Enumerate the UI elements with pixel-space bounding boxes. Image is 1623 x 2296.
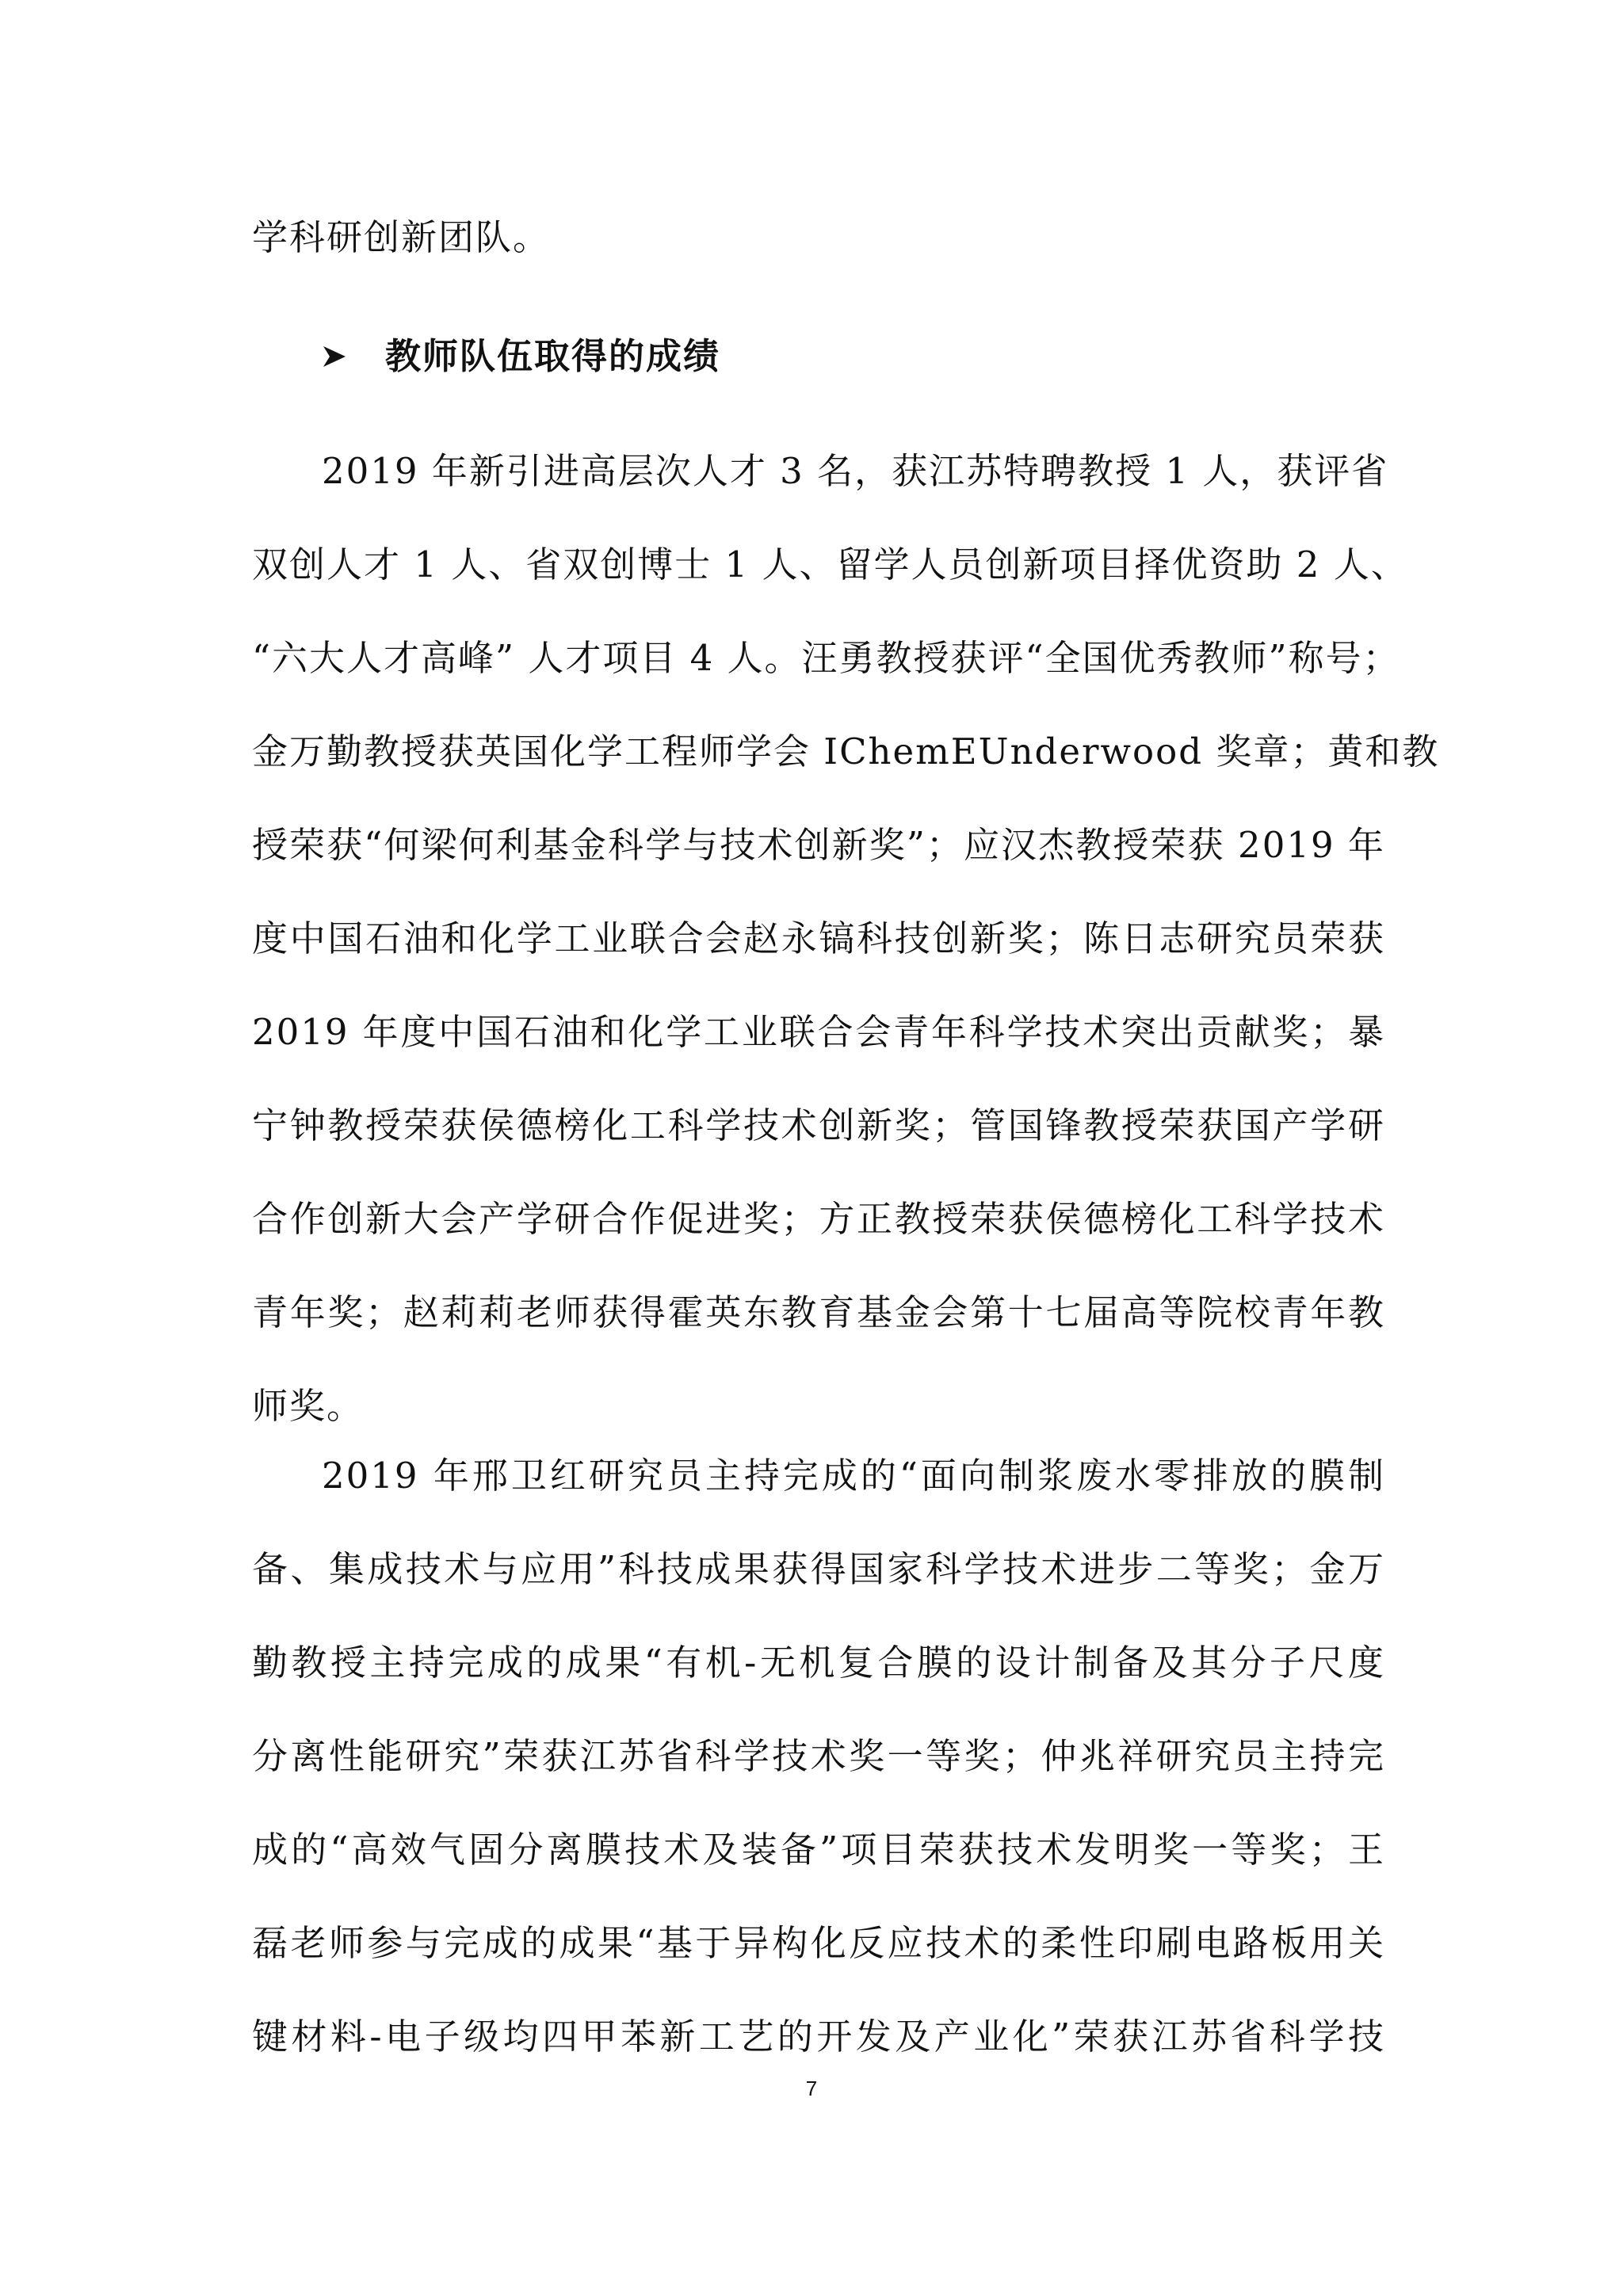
paragraph2-line: 磊老师参与完成的成果“基于异构化反应技术的柔性印刷电路板用关 (252, 1922, 1385, 1964)
paragraph2-line: 成的“高效气固分离膜技术及装备”项目荣获技术发明奖一等奖；王 (252, 1829, 1385, 1871)
paragraph1-line: 师奖。 (252, 1385, 365, 1427)
paragraph1-line: 2019 年新引进高层次人才 3 名，获江苏特聘教授 1 人，获评省 (322, 450, 1389, 492)
paragraph1-line: “六大人才高峰” 人才项目 4 人。汪勇教授获评“全国优秀教师”称号； (252, 637, 1400, 679)
paragraph2-line: 键材料-电子级均四甲苯新工艺的开发及产业化”荣获江苏省科学技 (252, 2016, 1385, 2058)
paragraph2-line: 备、集成技术与应用”科技成果获得国家科学技术进步二等奖；金万 (252, 1548, 1385, 1590)
paragraph1-line: 青年奖；赵莉莉老师获得霍英东教育基金会第十七届高等院校青年教 (252, 1291, 1385, 1333)
paragraph2-line: 分离性能研究”荣获江苏省科学技术奖一等奖；仲兆祥研究员主持完 (252, 1735, 1385, 1777)
paragraph2-line: 勤教授主持完成的成果“有机-无机复合膜的设计制备及其分子尺度 (252, 1642, 1385, 1684)
arrowhead-bullet-icon (322, 344, 347, 369)
intro-tail-line: 学科研创新团队。 (252, 216, 551, 258)
paragraph1-line: 2019 年度中国石油和化学工业联合会青年科学技术突出贡献奖；暴 (252, 1011, 1385, 1053)
paragraph2-line: 2019 年邢卫红研究员主持完成的“面向制浆废水零排放的膜制 (322, 1455, 1385, 1497)
section-heading-text: 教师队伍取得的成绩 (385, 335, 721, 377)
paragraph1-line: 授荣获“何梁何利基金科学与技术创新奖”；应汉杰教授荣获 2019 年 (252, 824, 1385, 866)
paragraph1-line: 合作创新大会产学研合作促进奖；方正教授荣获侯德榜化工科学技术 (252, 1198, 1385, 1240)
paragraph1-line: 金万勤教授获英国化学工程师学会 IChemEUnderwood 奖章；黄和教 (252, 730, 1440, 772)
paragraph1-line: 双创人才 1 人、省双创博士 1 人、留学人员创新项目择优资助 2 人、 (252, 543, 1408, 585)
section-heading (322, 333, 720, 380)
page-number: 7 (805, 2077, 818, 2100)
paragraph1-line: 度中国石油和化学工业联合会赵永镐科技创新奖；陈日志研究员荣获 (252, 917, 1385, 959)
paragraph1-line: 宁钟教授荣获侯德榜化工科学技术创新奖；管国锋教授荣获国产学研 (252, 1104, 1385, 1146)
